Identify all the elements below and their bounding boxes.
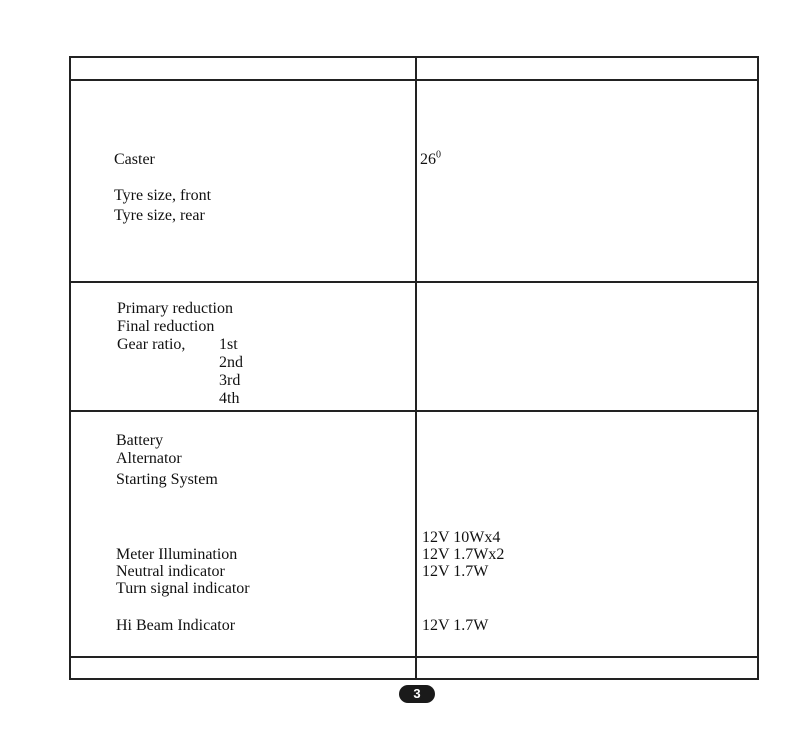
neutral-indicator-label: Neutral indicator (116, 563, 225, 580)
section-divider-transmission (71, 410, 757, 412)
section-divider-electrical (71, 656, 757, 658)
bulb-value-1: 12V 10Wx4 (422, 529, 501, 546)
spec-table (69, 56, 759, 680)
header-divider (71, 79, 757, 81)
caster-value (420, 151, 441, 169)
caster-label: Caster (114, 151, 155, 168)
turn-signal-indicator-label: Turn signal indicator (116, 580, 250, 597)
battery-label: Battery (116, 432, 164, 449)
column-divider (415, 58, 417, 678)
primary-reduction-label: Primary reduction (117, 300, 233, 317)
final-reduction-label: Final reduction (117, 318, 215, 335)
starting-system-label: Starting System (116, 471, 218, 488)
section-divider-chassis (71, 281, 757, 283)
bulb-value-2: 12V 1.7Wx2 (422, 546, 505, 563)
tyre-front-label: Tyre size, front (114, 187, 212, 204)
page-number-badge: 3 (399, 685, 435, 703)
gear-1st-label: 1st (219, 336, 238, 353)
caster-number: 26 (420, 151, 436, 168)
tyre-rear-label: Tyre size, rear (114, 207, 205, 224)
gear-2nd-label: 2nd (219, 354, 243, 371)
gear-3rd-label: 3rd (219, 372, 241, 389)
bulb-value-3: 12V 1.7W (422, 563, 489, 580)
hi-beam-indicator-label: Hi Beam Indicator (116, 617, 236, 634)
meter-illumination-label: Meter Illumination (116, 546, 238, 563)
gear-4th-label: 4th (219, 390, 240, 407)
degree-mark: 0 (436, 149, 441, 161)
alternator-label: Alternator (116, 450, 182, 467)
gear-ratio-label: Gear ratio, (117, 336, 186, 353)
hi-beam-value: 12V 1.7W (422, 617, 489, 634)
